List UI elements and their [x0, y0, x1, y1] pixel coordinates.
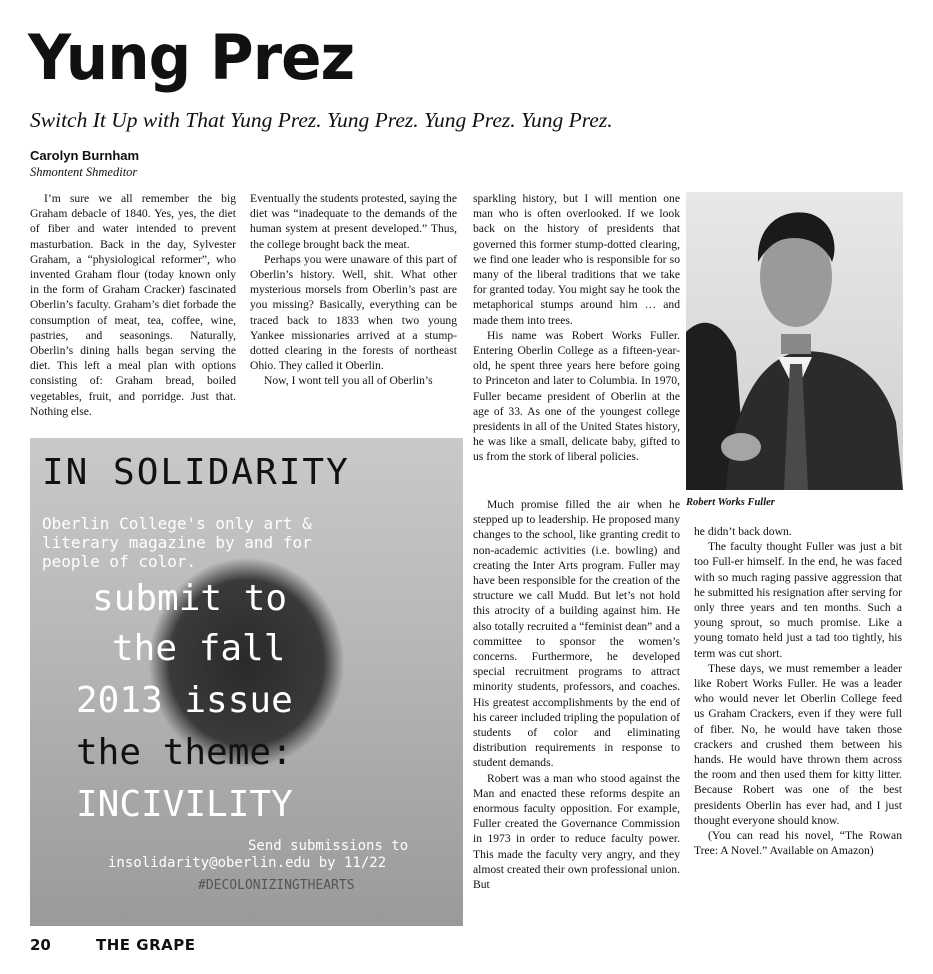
paragraph: Much promise filled the air when he stepped up to leadership. He proposed many changes to the school, like granting credit to non-academic activities (i.e. bowling) and creating the Inter Arts program. Fuller may have been responsible for the creation of the structure we call Mudd. But let’s not hold this atrocity of a building against him. He also totally recruited a “feminist dean” and a committee to sponsor the women’s concerns. Furthermore, he developed special recruitment programs to attract minority students, professors, and coaches. His greatest accomplishments by the end of his career included tripling the population of students of color and eliminating distribution requirements in response to student demands. [473, 498, 680, 770]
photo-caption: Robert Works Fuller [686, 497, 775, 508]
ad-tagline: Oberlin College's only art & [42, 514, 312, 533]
byline-title: Shmontent Shmeditor [30, 165, 138, 179]
paragraph: Perhaps you were unaware of this part of Oberlin’s history. Well, shit. What other mysterious morsels from Oberlin’s past are you missing? Basically, everything can be traced back to 1833 when two young Yankee missionaries arrived at a stump-dotted clearing in the forests of northeast Ohio. They called it Oberlin. [250, 252, 457, 373]
ad-tagline: literary magazine by and for [42, 533, 312, 552]
paragraph: I’m sure we all remember the big Graham debacle of 1840. Yes, yes, the diet of fiber and water intended to prevent masturbation. Back in the day, Sylvester Graham, a “physiological reformer”, who invented Graham flour (today known only in the form of Graham Cracker) fascinated Oberlin’s faculty. Graham’s diet forbade the consumption of meat, tea, coffee, wine, pastries, and seasonings. Naturally, Oberlin’s dining halls began serving the diet. This left a meal plan with options consisting of: Graham bread, boiled vegetables, fruit, and porridge. Just that. Nothing else. [30, 192, 236, 418]
publication-name: THE GRAPE [96, 936, 196, 954]
ad-tagline: people of color. [42, 552, 197, 571]
paragraph: Eventually the students protested, saying the diet was “inadequate to the demands of the human system at present developed.” Thus, the college brought back the meat. [250, 192, 457, 251]
ad-line: the fall [112, 628, 286, 669]
headline: Yung Prez [28, 21, 355, 94]
portrait-photo [686, 192, 903, 490]
column-3-top [473, 191, 680, 465]
paragraph: The faculty thought Fuller was just a bit too Full-er himself. In the end, he was faced with so much raging passive aggression that he submitted his resignation after serving for only three years and ten months. Such a young sprout, so much promise. Like a young tomato held just a tad too tightly, his term was cut short. [694, 540, 902, 660]
column-1 [30, 191, 236, 419]
byline-author: Carolyn Burnham [30, 148, 140, 163]
paragraph: Robert was a man who stood against the Man and enacted these reforms despite an enormous faculty opposition. For example, Fuller created the Governance Commission in 1973 in order to reduce faculty power. This made the faculty very angry, and they almost created their own professional union. But [473, 771, 680, 892]
paragraph: sparkling history, but I will mention one man who is often overlooked. If we look back on the history of presidents that governed this former stump-dotted clearing, we find one leader who is responsible for so many of the liberal traditions that we take for granted today. You might say he took the metaphorical stumps around him … and made them into trees. [473, 192, 680, 327]
ad-email-text: insolidarity@oberlin.edu by 11/22 [108, 855, 387, 871]
ad-line: 2013 issue [76, 680, 293, 721]
paragraph: (You can read his novel, “The Rowan Tree: A Novel.” Available on Amazon) [694, 829, 902, 858]
ad-send-text: Send submissions to [248, 838, 409, 854]
ad-title: IN SOLIDARITY [42, 452, 350, 493]
portrait-illustration [686, 192, 903, 490]
ad-hashtag: #DECOLONIZINGTHEARTS [198, 878, 355, 893]
paragraph: These days, we must remember a leader like Robert Works Fuller. He was a leader who would never let Oberlin College feed us Graham Crackers, even if they were full of fiber. No, he would have taken those crackers and crushed them between his hands. He would have thrown them across the room and then used them for kitty litter. Because Robert was one of the best presidents Oberlin has ever had, and I just thought everyone should know. [694, 661, 902, 827]
paragraph: His name was Robert Works Fuller. Entering Oberlin College as a fifteen-year-old, he spent three years here before going to Princeton and later to Columbia. In 1970, Fuller became president of Oberlin at the age of 33. As one of the youngest college presidents in all of the United States history, he was like a small, delicate baby, gifted to us from the stork of liberal policies. [473, 328, 680, 464]
advertisement [30, 438, 463, 926]
ad-line: submit to [92, 578, 288, 619]
paragraph: Now, I wont tell you all of Oberlin’s [264, 374, 433, 388]
page-number: 20 [30, 936, 51, 954]
deck: Switch It Up with That Yung Prez. Yung Prez. Yung Prez. Yung Prez. [30, 108, 613, 132]
paragraph: he didn’t back down. [694, 525, 792, 538]
ad-line: the theme: [76, 732, 293, 773]
column-3-bottom [473, 497, 680, 892]
column-2 [250, 191, 457, 389]
column-4 [694, 524, 902, 858]
ad-line: INCIVILITY [76, 784, 293, 825]
